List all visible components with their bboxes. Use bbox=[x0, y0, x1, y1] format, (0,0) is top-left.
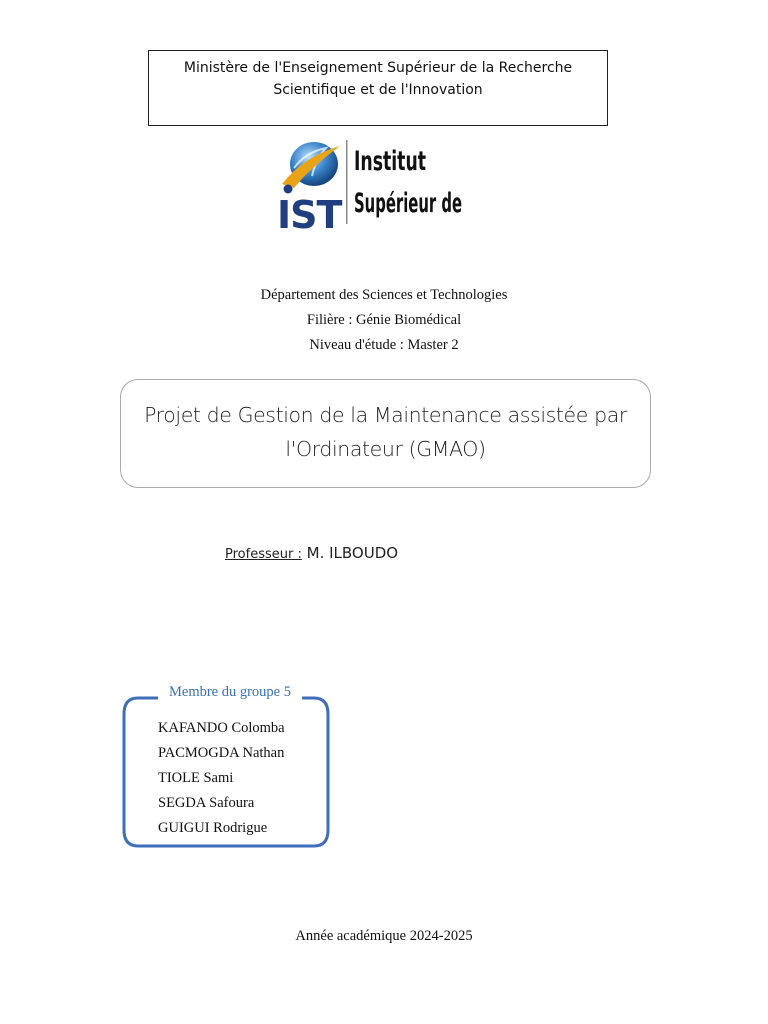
project-title-line-1: Projet de Gestion de la Maintenance assistée par bbox=[144, 403, 627, 427]
niveau-line: Niveau d'étude : Master 2 bbox=[309, 337, 459, 353]
members-title: Membre du groupe 5 bbox=[158, 684, 302, 701]
project-title-box bbox=[120, 379, 651, 488]
list-item: PACMOGDA Nathan bbox=[158, 745, 285, 761]
members-list bbox=[158, 716, 285, 841]
professor-name: M. ILBOUDO bbox=[306, 544, 399, 562]
logo-name-line-2: Supérieur de bbox=[354, 188, 462, 219]
filiere-line: Filière : Génie Biomédical bbox=[306, 312, 462, 328]
list-item: TIOLE Sami bbox=[158, 770, 234, 786]
ministry-line-2: Scientifique et de l'Innovation bbox=[273, 82, 483, 98]
institute-logo bbox=[276, 136, 476, 237]
ministry-line-1: Ministère de l'Enseignement Supérieur de la Recherche bbox=[183, 60, 573, 76]
logo-acronym: IST bbox=[277, 193, 342, 237]
project-title-line-2: l'Ordinateur (GMAO) bbox=[285, 437, 486, 461]
academic-year: Année académique 2024-2025 bbox=[295, 928, 473, 944]
ist-logo-icon bbox=[276, 136, 476, 237]
logo-name-line-1: Institut bbox=[354, 146, 427, 177]
ministry-header-box bbox=[148, 50, 608, 126]
program-info bbox=[0, 283, 768, 358]
professor-line bbox=[225, 544, 398, 562]
list-item: GUIGUI Rodrigue bbox=[158, 820, 268, 836]
department-line: Département des Sciences et Technologies bbox=[260, 287, 508, 303]
professor-label: Professeur : bbox=[225, 547, 302, 562]
list-item: SEGDA Safoura bbox=[158, 795, 255, 811]
list-item: KAFANDO Colomba bbox=[158, 720, 285, 736]
